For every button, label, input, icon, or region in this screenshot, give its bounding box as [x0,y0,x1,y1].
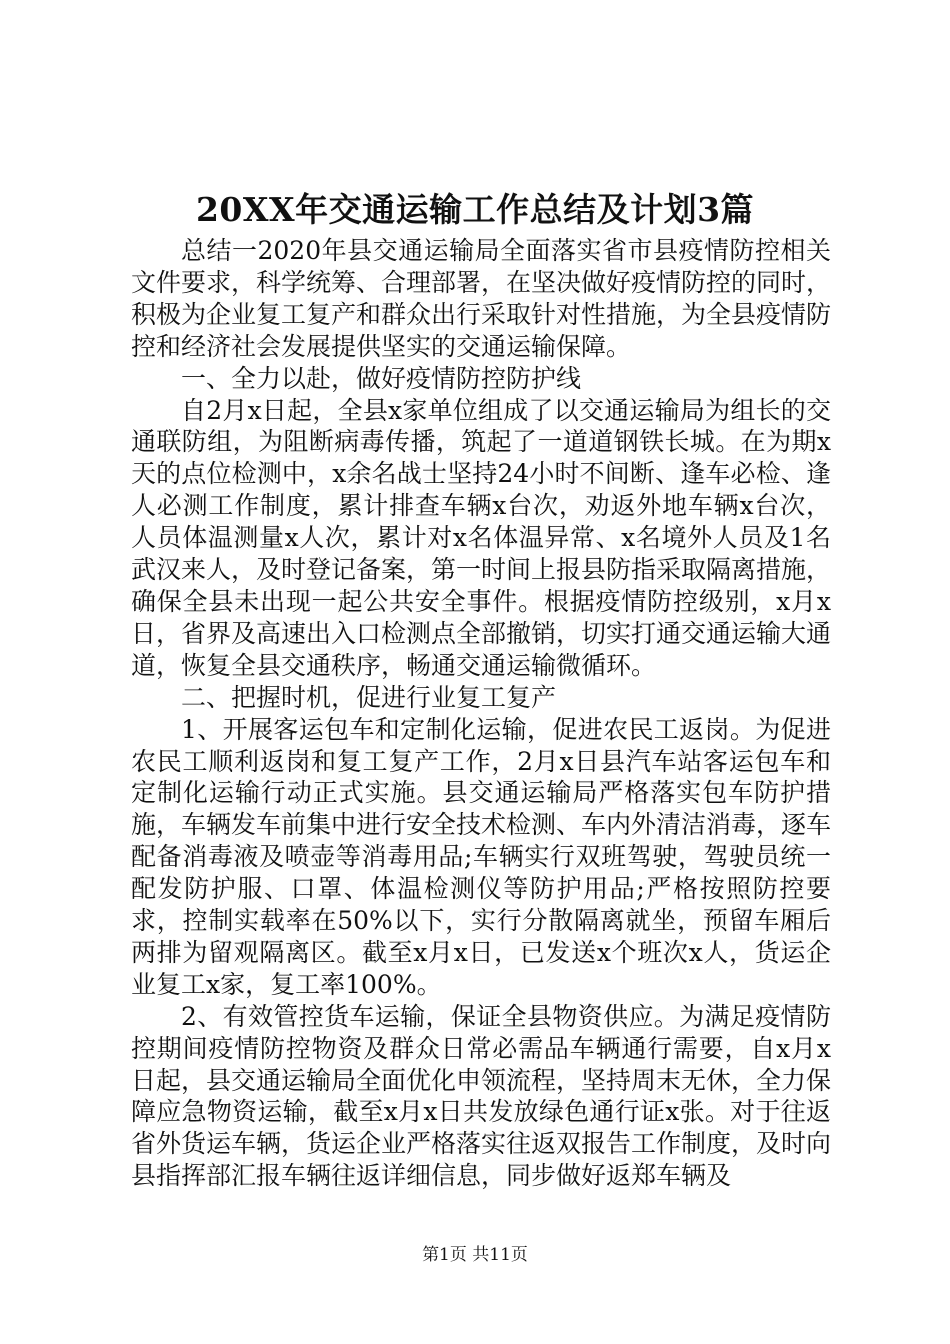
section-heading-1: 一、全力以赴，做好疫情防控防护线 [181,363,582,393]
document-title: 20XX年交通运输工作总结及计划3篇 [195,190,755,229]
paragraph-section-1: 自2月x日起，全县x家单位组成了以交通运输局为组长的交通联防组，为阻断病毒传播，筑起了一道道钢铁长城。在为期x天的点位检测中，x余名战士坚持24小时不间断、逢车必检、逢人必测工作制度，累计排查车辆x台次，劝返外地车辆x台次，人员体温测量x人次，累计对x名体温异常、x名境外人员及1名武汉来人，及时登记备案，第一时间上报县防指采取隔离措施，确保全县未出现一起公共安全事件。根据疫情防控级别，x月x日，省界及高速出入口检测点全部撤销，切实打通交通运输大通道，恢复全县交通秩序，畅通交通运输微循环。 [131,395,832,680]
paragraph-intro: 总结一2020年县交通运输局全面落实省市县疫情防控相关文件要求，科学统筹、合理部署，在坚决做好疫情防控的同时，积极为企业复工复产和群众出行采取针对性措施，为全县疫情防控和经济社会发展提供坚实的交通运输保障。 [131,236,832,361]
paragraph-item-2: 2、有效管控货车运输，保证全县物资供应。为满足疫情防控期间疫情防控物资及群众日常必需品车辆通行需要，自x月x日起，县交通运输局全面优化申领流程，坚持周末无休，全力保障应急物资运输，截至x月x日共发放绿色通行证x张。对于往返省外货运车辆，货运企业严格落实往返双报告工作制度，及时向县指挥部汇报车辆往返详细信息，同步做好返郑车辆及 [131,1001,832,1191]
page-number-footer: 第1页 共11页 [422,1245,528,1265]
paragraph-item-1: 1、开展客运包车和定制化运输，促进农民工返岗。为促进农民工顺利返岗和复工复产工作，2月x日县汽车站客运包车和定制化运输行动正式实施。县交通运输局严格落实包车防护措施，车辆发车前集中进行安全技术检测、车内外清洁消毒，逐车配备消毒液及喷壶等消毒用品;车辆实行双班驾驶，驾驶员统一配发防护服、口罩、体温检测仪等防护用品;严格按照防控要求，控制实载率在50%以下，实行分散隔离就坐，预留车厢后两排为留观隔离区。截至x月x日，已发送x个班次x人，货运企业复工x家，复工率100%。 [131,714,832,999]
document-body [131,235,831,1192]
section-heading-2: 二、把握时机，促进行业复工复产 [181,682,557,712]
